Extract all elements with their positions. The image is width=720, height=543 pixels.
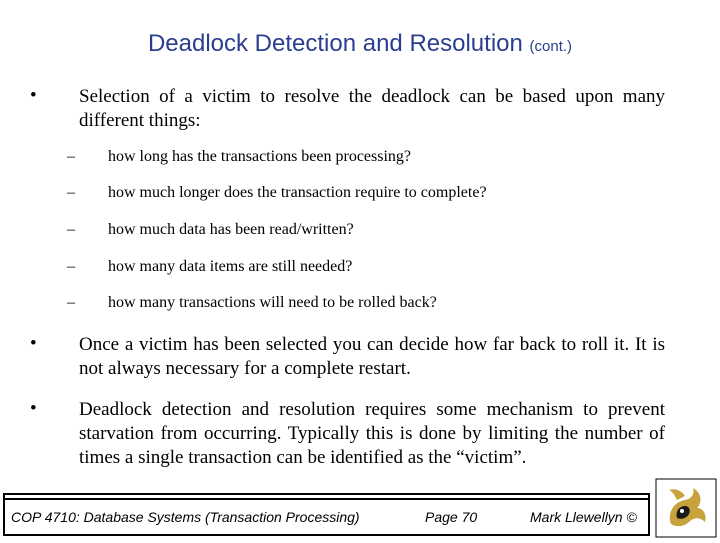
bullet-text: Selection of a victim to resolve the deadlock can be based upon many different things:	[79, 86, 665, 131]
footer-course: COP 4710: Database Systems (Transaction Processing)	[11, 509, 360, 525]
bullet-marker: •	[30, 333, 37, 354]
sub-item-text: how long has the transactions been processing?	[108, 148, 412, 165]
sub-item-text: how much data has been read/written?	[108, 221, 354, 238]
bullet-text: Once a victim has been selected you can decide how far back to roll it. It is not always necessary for a complete restart.	[79, 334, 665, 379]
sub-item-marker: –	[67, 148, 75, 165]
sub-item-text: how many transactions will need to be rolled back?	[108, 294, 437, 311]
sub-item-text: how much longer does the transaction require to complete?	[108, 184, 487, 201]
footer-author: Mark Llewellyn ©	[530, 509, 637, 525]
bullet-marker: •	[30, 398, 37, 419]
bullet-marker: •	[30, 85, 37, 106]
slide-title	[0, 30, 720, 58]
footer-page-number: Page 70	[425, 509, 478, 525]
bullet-text: Deadlock detection and resolution requires some mechanism to prevent starvation from occurring. Typically this is done by limiting the number of times a single transaction can be identified as the “victim”.	[79, 399, 665, 468]
sub-item-marker: –	[67, 258, 75, 275]
sub-item-marker: –	[67, 184, 75, 201]
sub-item-text: how many data items are still needed?	[108, 258, 353, 275]
slide-title-main: Deadlock Detection and Resolution	[147, 30, 523, 57]
footer-divider	[5, 498, 648, 500]
pegasus-logo-icon	[655, 478, 717, 538]
sub-item-marker: –	[67, 294, 75, 311]
slide-title-suffix: (cont.)	[529, 38, 573, 55]
slide-footer	[3, 493, 650, 536]
sub-item-marker: –	[67, 221, 75, 238]
